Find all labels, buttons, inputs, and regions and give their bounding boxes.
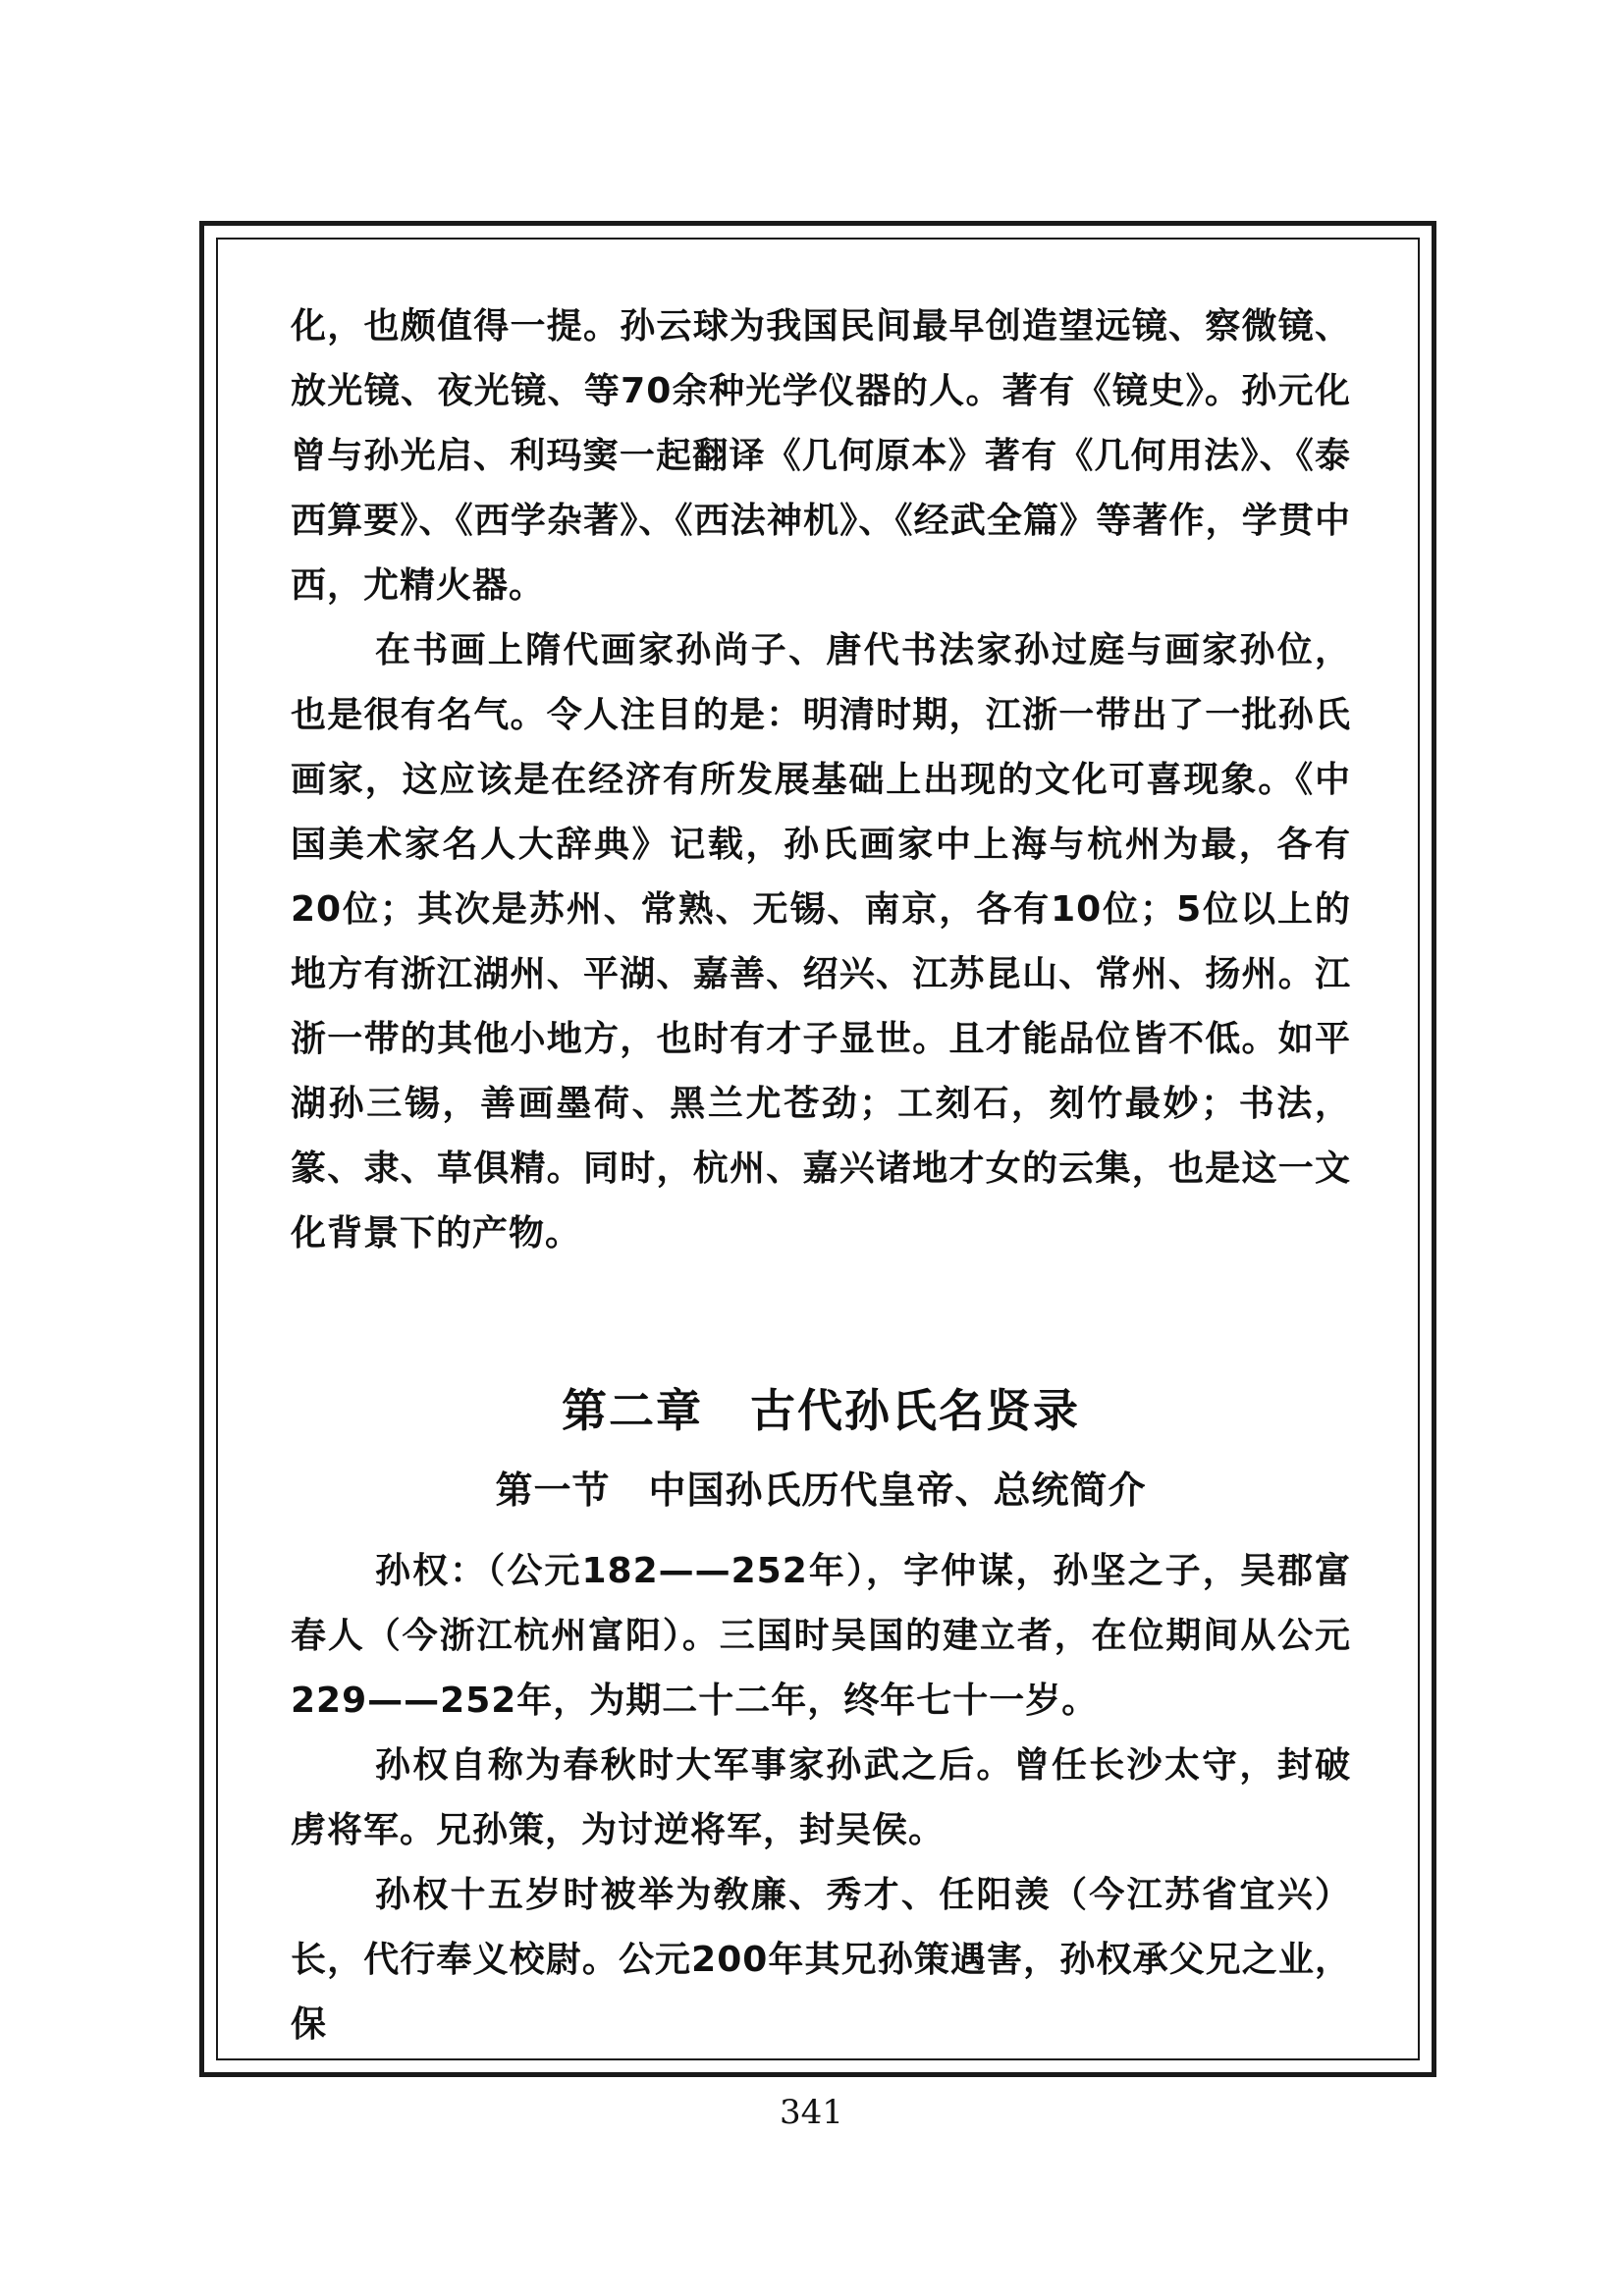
- section-title: 第一节 中国孙氏历代皇帝、总统简介: [495, 1468, 1147, 1512]
- paragraph-sun-quan-intro: 孙权：（公元182——252年），字仲谋，孙坚之子，吴郡富春人（今浙江杭州富阳）。三国时吴国的建立者，在位期间从公元229——252年，为期二十二年，终年七十一岁。: [291, 1551, 1351, 1721]
- paragraph-sun-quan-lineage: 孙权自称为春秋时大军事家孙武之后。曾任长沙太守，封破虏将军。兄孙策，为讨逆将军，封吴侯。: [291, 1745, 1351, 1850]
- paragraph-sun-quan-career: 孙权十五岁时被举为敎廉、秀才、任阳羡（今江苏省宜兴）长，代行奉义校尉。公元200年其兄孙策遇害，孙权承父兄之业，保: [291, 1875, 1351, 2045]
- bottom-text-block: [291, 1539, 1351, 2057]
- chapter-title: 第二章 古代孙氏名贤录: [562, 1384, 1080, 1437]
- top-text-block: [291, 294, 1351, 1266]
- page-number: 341: [780, 2093, 843, 2132]
- paragraph-continuation: 化，也颇值得一提。孙云球为我国民间最早创造望远镜、察微镜、放光镜、夜光镜、等70余种光学仪器的人。著有《镜史》。孙元化曾与孙光启、利玛窦一起翻译《几何原本》著有《几何用法》、《泰西算要》、《西学杂著》、《西法神机》、《经武全篇》等著作，学贯中西，尤精火器。: [291, 306, 1351, 606]
- paragraph-painters: 在书画上隋代画家孙尚子、唐代书法家孙过庭与画家孙位，也是很有名气。令人注目的是：明清时期，江浙一带出了一批孙氏画家，这应该是在经济有所发展基础上出现的文化可喜现象。《中国美术家名人大辞典》记载，孙氏画家中上海与杭州为最，各有20位；其次是苏州、常熟、无锡、南京，各有10位；5位以上的地方有浙江湖州、平湖、嘉善、绍兴、江苏昆山、常州、扬州。江浙一带的其他小地方，也时有才子显世。且才能品位皆不低。如平湖孙三锡，善画墨荷、黑兰尤苍劲；工刻石，刻竹最妙；书法，篆、隶、草俱精。同时，杭州、嘉兴诸地才女的云集，也是这一文化背景下的产物。: [291, 630, 1351, 1254]
